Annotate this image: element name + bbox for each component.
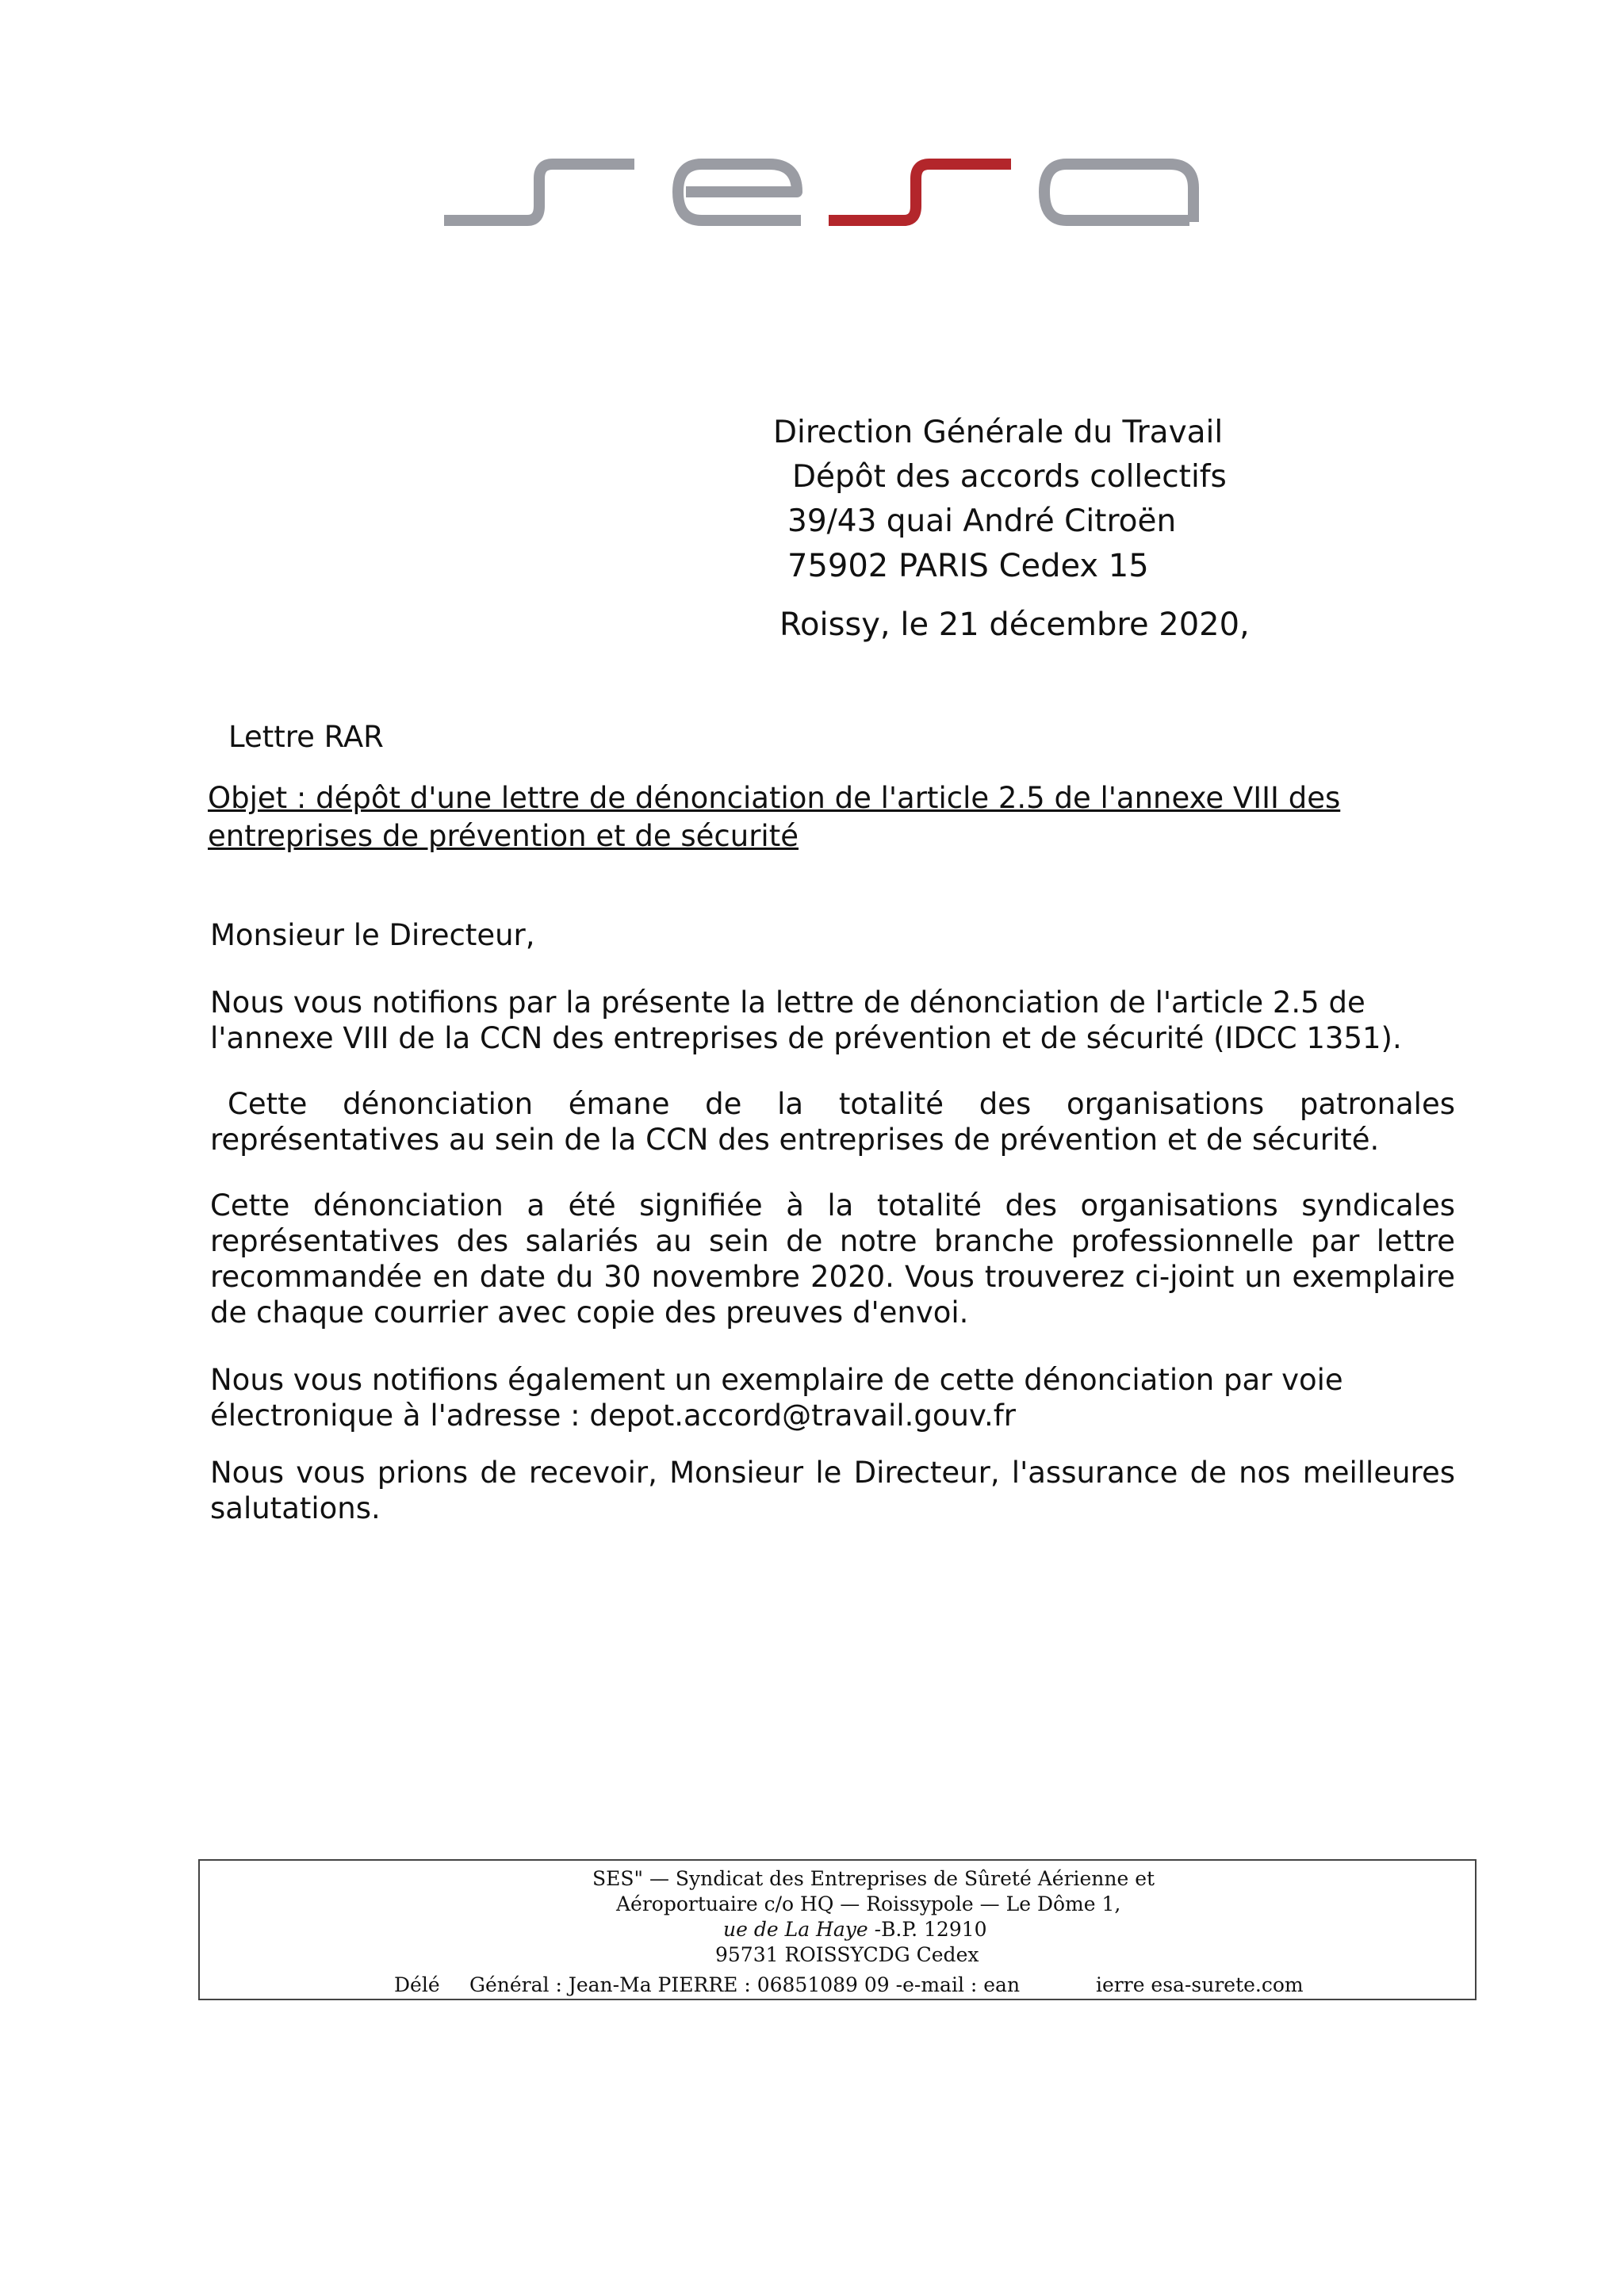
footer-line-3 xyxy=(723,1916,987,1942)
recipient-line-2: Dépôt des accords collectifs xyxy=(792,459,1227,495)
recipient-line-1: Direction Générale du Travail xyxy=(773,415,1224,450)
paragraph-2-text: Cette dénonciation émane de la totalité des organisations patronales représentatives au sein de la CCN des entreprises de prévention et de sécurité. xyxy=(210,1087,1455,1157)
paragraph-3: Cette dénonciation a été signifiée à la totalité des organisations syndicales représentatives des salariés au sein de notre branche professionnelle par lettre recommandée en date du 30 novembre 2020. Vous trouverez ci-joint un exemplaire de chaque courrier avec copie des preuves d'envoi. xyxy=(210,1188,1455,1330)
sesa-logo xyxy=(440,151,1205,230)
recipient-line-3: 39/43 quai André Citroën xyxy=(787,503,1177,539)
footer-line-2: Aéroportuaire c/o HQ — Roissypole — Le Dôme 1, xyxy=(616,1892,1121,1915)
logo-letter-e xyxy=(678,164,801,220)
letter-date: Roissy, le 21 décembre 2020, xyxy=(779,607,1250,643)
footer-line-1: SES" — Syndicat des Entreprises de Sûreté Aérienne et xyxy=(592,1867,1155,1890)
letter-subject: Objet : dépôt d'une lettre de dénonciation de l'article 2.5 de l'annexe VIII des entreprises de prévention et de sécurité xyxy=(208,781,1341,853)
delivery-mode: Lettre RAR xyxy=(228,720,384,754)
logo-letter-s2 xyxy=(829,164,1011,220)
logo-letter-a xyxy=(1044,164,1193,222)
paragraph-1: Nous vous notifions par la présente la lettre de dénonciation de l'article 2.5 de l'annexe VIII de la CCN des entreprises de prévention et de sécurité (IDCC 1351). xyxy=(210,985,1402,1055)
footer-line-3-rest: B.P. 12910 xyxy=(881,1918,987,1941)
footer-letterhead xyxy=(198,1859,1477,2000)
salutation: Monsieur le Directeur, xyxy=(210,918,535,952)
paragraph-2 xyxy=(210,1086,1455,1158)
footer-line-5b: Général : Jean-Ma PIERRE : 06851089 09 -e-mail : ean xyxy=(469,1973,1021,1996)
recipient-address xyxy=(773,411,1227,588)
footer-line-5c: ierre esa-surete.com xyxy=(1096,1973,1304,1996)
footer-line-5a: Délé xyxy=(394,1973,440,1996)
paragraph-5: Nous vous prions de recevoir, Monsieur le Directeur, l'assurance de nos meilleures salutations. xyxy=(210,1456,1455,1525)
footer-line-4: 95731 ROISSYCDG Cedex xyxy=(715,1943,979,1966)
logo-letter-s1 xyxy=(444,164,634,220)
paragraph-4: Nous vous notifions également un exemplaire de cette dénonciation par voie électronique à l'adresse : depot.accord@travail.gouv.fr xyxy=(210,1363,1343,1433)
footer-line-3-italic: ue de La Haye - xyxy=(723,1918,882,1941)
recipient-line-4: 75902 PARIS Cedex 15 xyxy=(787,548,1149,584)
